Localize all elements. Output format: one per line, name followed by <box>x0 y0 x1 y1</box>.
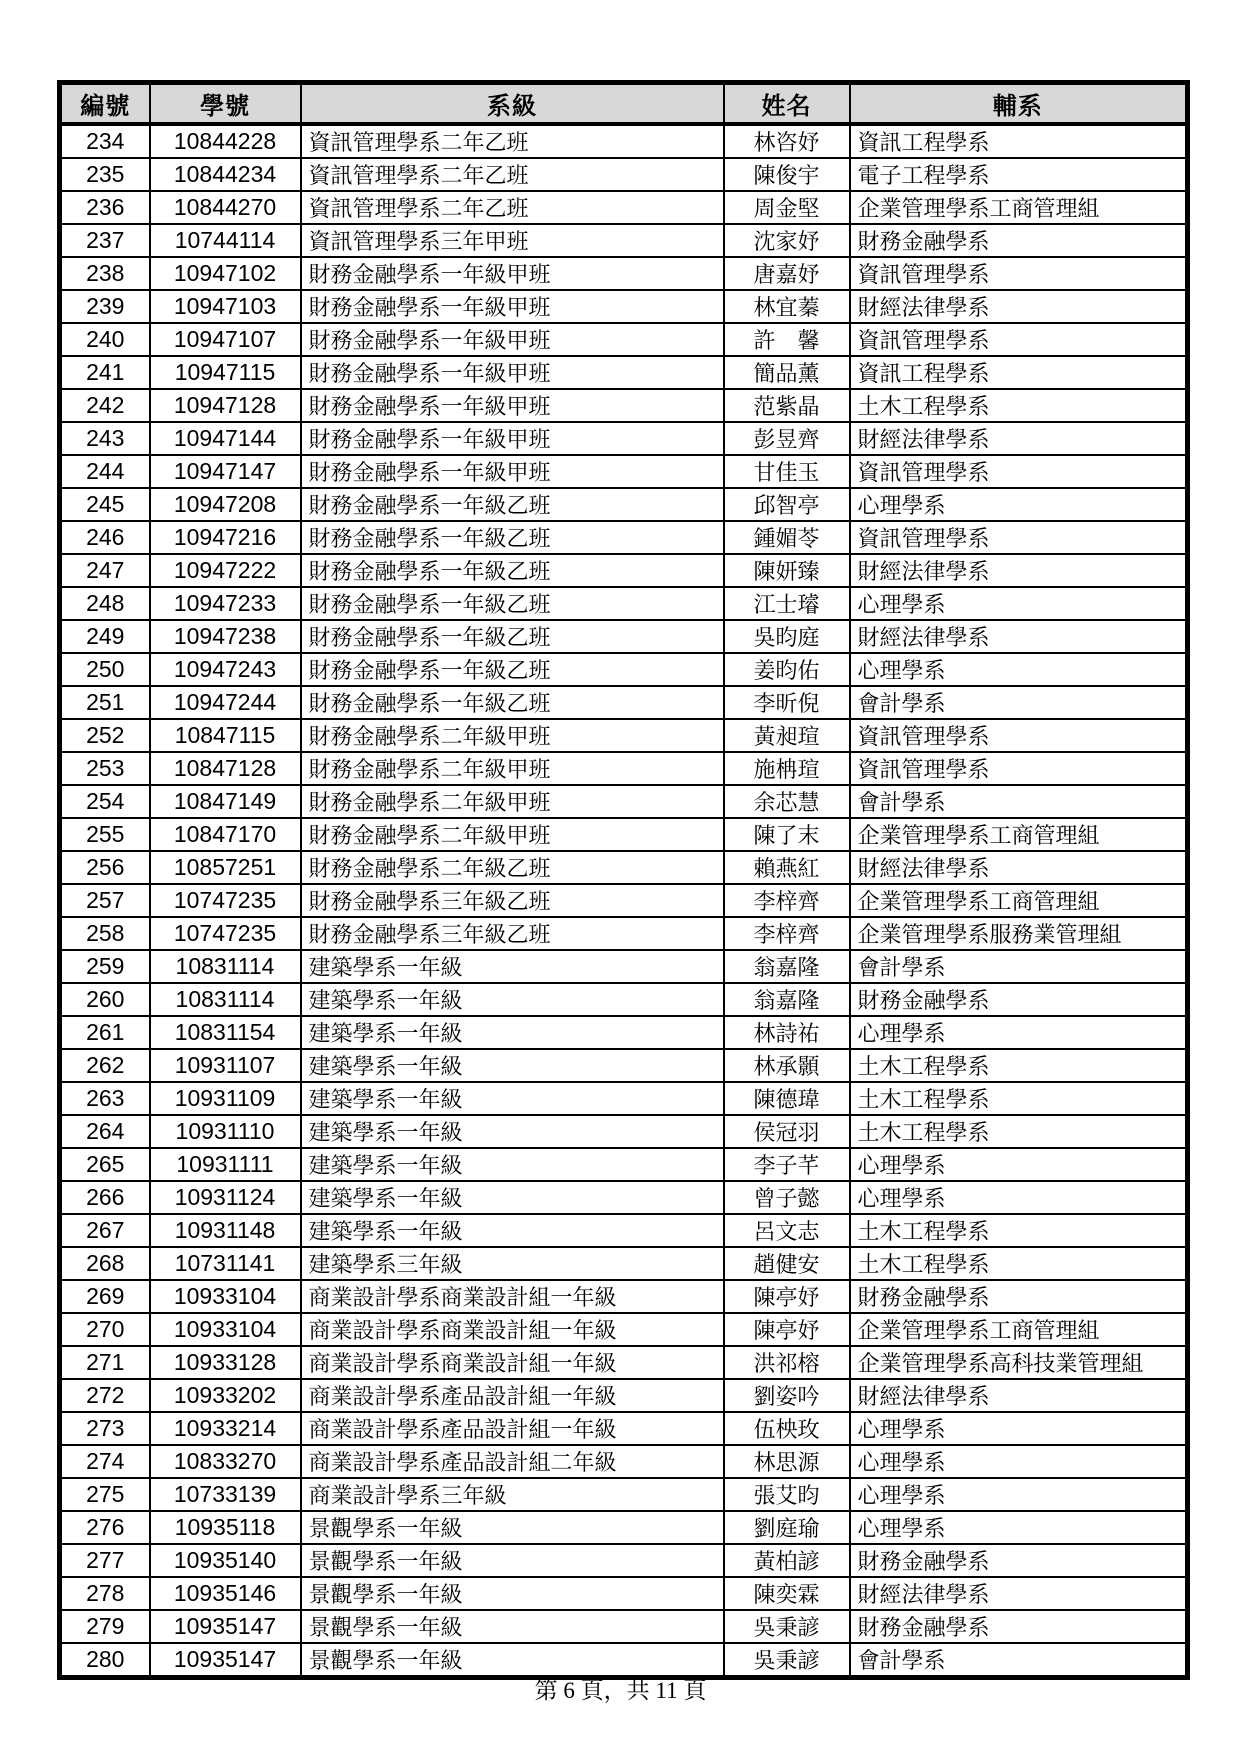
minor-cell: 土木工程學系 <box>850 1214 1188 1247</box>
row-number-cell: 234 <box>60 124 150 158</box>
department-class-cell: 財務金融學系一年級甲班 <box>301 422 724 455</box>
department-class-cell: 資訊管理學系二年乙班 <box>301 124 724 158</box>
name-cell: 江士璿 <box>724 587 850 620</box>
minor-cell: 企業管理學系高科技業管理組 <box>850 1346 1188 1379</box>
student-id-cell: 10947128 <box>150 389 301 422</box>
student-id-cell: 10733139 <box>150 1478 301 1511</box>
department-class-cell: 財務金融學系一年級甲班 <box>301 323 724 356</box>
department-class-cell: 資訊管理學系二年乙班 <box>301 191 724 224</box>
department-class-cell: 財務金融學系一年級乙班 <box>301 521 724 554</box>
table-row <box>60 554 1188 587</box>
row-number-cell: 261 <box>60 1016 150 1049</box>
student-id-cell: 10931109 <box>150 1082 301 1115</box>
name-cell: 吳秉諺 <box>724 1610 850 1643</box>
department-class-cell: 建築學系一年級 <box>301 1016 724 1049</box>
name-cell: 簡品薰 <box>724 356 850 389</box>
name-cell: 鍾媚苓 <box>724 521 850 554</box>
row-number-cell: 272 <box>60 1379 150 1412</box>
table-row <box>60 1247 1188 1280</box>
minor-cell: 土木工程學系 <box>850 1115 1188 1148</box>
minor-cell: 財經法律學系 <box>850 851 1188 884</box>
department-class-cell: 商業設計學系產品設計組二年級 <box>301 1445 724 1478</box>
student-id-cell: 10935147 <box>150 1610 301 1643</box>
student-id-cell: 10947233 <box>150 587 301 620</box>
row-number-cell: 237 <box>60 224 150 257</box>
minor-cell: 財經法律學系 <box>850 554 1188 587</box>
table-row <box>60 1379 1188 1412</box>
department-class-cell: 財務金融學系二年級甲班 <box>301 785 724 818</box>
row-number-cell: 242 <box>60 389 150 422</box>
department-class-cell: 財務金融學系三年級乙班 <box>301 917 724 950</box>
department-class-cell: 商業設計學系商業設計組一年級 <box>301 1346 724 1379</box>
table-row <box>60 158 1188 191</box>
student-id-cell: 10935146 <box>150 1577 301 1610</box>
row-number-cell: 250 <box>60 653 150 686</box>
department-class-cell: 建築學系一年級 <box>301 1082 724 1115</box>
column-header-minor: 輔系 <box>850 83 1188 125</box>
row-number-cell: 260 <box>60 983 150 1016</box>
row-number-cell: 239 <box>60 290 150 323</box>
department-class-cell: 建築學系一年級 <box>301 1214 724 1247</box>
student-id-cell: 10847149 <box>150 785 301 818</box>
name-cell: 陳德瑋 <box>724 1082 850 1115</box>
row-number-cell: 243 <box>60 422 150 455</box>
student-id-cell: 10847128 <box>150 752 301 785</box>
student-id-cell: 10744114 <box>150 224 301 257</box>
name-cell: 張艾昀 <box>724 1478 850 1511</box>
name-cell: 趙健安 <box>724 1247 850 1280</box>
minor-cell: 心理學系 <box>850 1445 1188 1478</box>
department-class-cell: 建築學系一年級 <box>301 1115 724 1148</box>
column-header-no: 編號 <box>60 83 150 125</box>
row-number-cell: 248 <box>60 587 150 620</box>
row-number-cell: 275 <box>60 1478 150 1511</box>
student-id-cell: 10933104 <box>150 1280 301 1313</box>
minor-cell: 企業管理學系服務業管理組 <box>850 917 1188 950</box>
name-cell: 施柟瑄 <box>724 752 850 785</box>
department-class-cell: 財務金融學系一年級甲班 <box>301 356 724 389</box>
minor-cell: 心理學系 <box>850 1016 1188 1049</box>
table-row <box>60 818 1188 851</box>
department-class-cell: 建築學系一年級 <box>301 1181 724 1214</box>
row-number-cell: 235 <box>60 158 150 191</box>
minor-cell: 企業管理學系工商管理組 <box>850 191 1188 224</box>
name-cell: 沈家妤 <box>724 224 850 257</box>
row-number-cell: 280 <box>60 1643 150 1678</box>
name-cell: 曾子懿 <box>724 1181 850 1214</box>
minor-cell: 企業管理學系工商管理組 <box>850 884 1188 917</box>
name-cell: 陳亭妤 <box>724 1280 850 1313</box>
table-row <box>60 323 1188 356</box>
table-row <box>60 389 1188 422</box>
student-id-cell: 10947222 <box>150 554 301 587</box>
minor-cell: 資訊管理學系 <box>850 257 1188 290</box>
student-id-cell: 10947144 <box>150 422 301 455</box>
minor-cell: 財經法律學系 <box>850 1577 1188 1610</box>
row-number-cell: 274 <box>60 1445 150 1478</box>
student-id-cell: 10947115 <box>150 356 301 389</box>
row-number-cell: 241 <box>60 356 150 389</box>
name-cell: 周金堅 <box>724 191 850 224</box>
table-row <box>60 1577 1188 1610</box>
table-row <box>60 1511 1188 1544</box>
minor-cell: 土木工程學系 <box>850 1049 1188 1082</box>
student-id-cell: 10947147 <box>150 455 301 488</box>
table-row <box>60 719 1188 752</box>
department-class-cell: 財務金融學系一年級乙班 <box>301 620 724 653</box>
department-class-cell: 財務金融學系二年級甲班 <box>301 818 724 851</box>
student-id-cell: 10947216 <box>150 521 301 554</box>
name-cell: 侯冠羽 <box>724 1115 850 1148</box>
table-row <box>60 356 1188 389</box>
table-row <box>60 620 1188 653</box>
table-row <box>60 455 1188 488</box>
student-id-cell: 10844228 <box>150 124 301 158</box>
student-id-cell: 10947107 <box>150 323 301 356</box>
table-row <box>60 851 1188 884</box>
minor-cell: 會計學系 <box>850 950 1188 983</box>
row-number-cell: 247 <box>60 554 150 587</box>
department-class-cell: 商業設計學系產品設計組一年級 <box>301 1412 724 1445</box>
minor-cell: 企業管理學系工商管理組 <box>850 818 1188 851</box>
row-number-cell: 263 <box>60 1082 150 1115</box>
department-class-cell: 財務金融學系一年級乙班 <box>301 686 724 719</box>
name-cell: 唐嘉妤 <box>724 257 850 290</box>
table-row <box>60 686 1188 719</box>
name-cell: 李子芊 <box>724 1148 850 1181</box>
table-row <box>60 1610 1188 1643</box>
row-number-cell: 277 <box>60 1544 150 1577</box>
row-number-cell: 258 <box>60 917 150 950</box>
name-cell: 陳妍臻 <box>724 554 850 587</box>
table-row <box>60 1181 1188 1214</box>
department-class-cell: 商業設計學系產品設計組一年級 <box>301 1379 724 1412</box>
minor-cell: 心理學系 <box>850 587 1188 620</box>
student-id-cell: 10935140 <box>150 1544 301 1577</box>
row-number-cell: 264 <box>60 1115 150 1148</box>
student-id-cell: 10933104 <box>150 1313 301 1346</box>
minor-cell: 土木工程學系 <box>850 389 1188 422</box>
name-cell: 林詩祐 <box>724 1016 850 1049</box>
student-id-cell: 10933128 <box>150 1346 301 1379</box>
table-row <box>60 1082 1188 1115</box>
name-cell: 陳俊宇 <box>724 158 850 191</box>
minor-cell: 資訊管理學系 <box>850 455 1188 488</box>
name-cell: 洪祁榕 <box>724 1346 850 1379</box>
student-id-cell: 10947244 <box>150 686 301 719</box>
row-number-cell: 279 <box>60 1610 150 1643</box>
minor-cell: 企業管理學系工商管理組 <box>850 1313 1188 1346</box>
table-row <box>60 1544 1188 1577</box>
student-id-cell: 10831114 <box>150 950 301 983</box>
department-class-cell: 財務金融學系一年級甲班 <box>301 290 724 323</box>
table-row <box>60 983 1188 1016</box>
department-class-cell: 財務金融學系一年級甲班 <box>301 455 724 488</box>
student-id-cell: 10947103 <box>150 290 301 323</box>
row-number-cell: 265 <box>60 1148 150 1181</box>
minor-cell: 財務金融學系 <box>850 983 1188 1016</box>
minor-cell: 財務金融學系 <box>850 1544 1188 1577</box>
student-id-cell: 10831114 <box>150 983 301 1016</box>
minor-cell: 會計學系 <box>850 1643 1188 1678</box>
table-row <box>60 1445 1188 1478</box>
department-class-cell: 建築學系一年級 <box>301 950 724 983</box>
name-cell: 翁嘉隆 <box>724 950 850 983</box>
department-class-cell: 建築學系一年級 <box>301 1049 724 1082</box>
minor-cell: 心理學系 <box>850 1181 1188 1214</box>
student-id-cell: 10931148 <box>150 1214 301 1247</box>
student-id-cell: 10831154 <box>150 1016 301 1049</box>
department-class-cell: 商業設計學系商業設計組一年級 <box>301 1313 724 1346</box>
row-number-cell: 254 <box>60 785 150 818</box>
department-class-cell: 財務金融學系一年級甲班 <box>301 257 724 290</box>
table-row <box>60 587 1188 620</box>
row-number-cell: 262 <box>60 1049 150 1082</box>
column-header-id: 學號 <box>150 83 301 125</box>
department-class-cell: 資訊管理學系二年乙班 <box>301 158 724 191</box>
table-row <box>60 422 1188 455</box>
table-row <box>60 191 1188 224</box>
minor-cell: 心理學系 <box>850 1412 1188 1445</box>
minor-cell: 財務金融學系 <box>850 1280 1188 1313</box>
table-row <box>60 884 1188 917</box>
name-cell: 李梓齊 <box>724 917 850 950</box>
name-cell: 許 馨 <box>724 323 850 356</box>
table-row <box>60 257 1188 290</box>
student-id-cell: 10857251 <box>150 851 301 884</box>
student-id-cell: 10931110 <box>150 1115 301 1148</box>
name-cell: 吳秉諺 <box>724 1643 850 1678</box>
table-row <box>60 1115 1188 1148</box>
student-id-cell: 10933214 <box>150 1412 301 1445</box>
name-cell: 黃昶瑄 <box>724 719 850 752</box>
table-row <box>60 1346 1188 1379</box>
page-number-footer: 第 6 頁，共 11 頁 <box>534 1678 707 1703</box>
student-id-cell: 10747235 <box>150 884 301 917</box>
minor-cell: 資訊工程學系 <box>850 124 1188 158</box>
name-cell: 林咨妤 <box>724 124 850 158</box>
department-class-cell: 商業設計學系商業設計組一年級 <box>301 1280 724 1313</box>
student-id-cell: 10947102 <box>150 257 301 290</box>
table-row <box>60 521 1188 554</box>
department-class-cell: 財務金融學系二年級乙班 <box>301 851 724 884</box>
name-cell: 翁嘉隆 <box>724 983 850 1016</box>
row-number-cell: 256 <box>60 851 150 884</box>
minor-cell: 資訊工程學系 <box>850 356 1188 389</box>
student-id-cell: 10731141 <box>150 1247 301 1280</box>
student-id-cell: 10847115 <box>150 719 301 752</box>
minor-cell: 財經法律學系 <box>850 422 1188 455</box>
minor-cell: 財經法律學系 <box>850 1379 1188 1412</box>
minor-cell: 財經法律學系 <box>850 620 1188 653</box>
row-number-cell: 246 <box>60 521 150 554</box>
minor-cell: 電子工程學系 <box>850 158 1188 191</box>
name-cell: 伍柍玫 <box>724 1412 850 1445</box>
department-class-cell: 財務金融學系二年級甲班 <box>301 719 724 752</box>
table-row <box>60 917 1188 950</box>
table-row <box>60 1049 1188 1082</box>
name-cell: 吳昀庭 <box>724 620 850 653</box>
table-row <box>60 752 1188 785</box>
minor-cell: 財務金融學系 <box>850 1610 1188 1643</box>
minor-cell: 資訊管理學系 <box>850 521 1188 554</box>
row-number-cell: 278 <box>60 1577 150 1610</box>
student-id-cell: 10844270 <box>150 191 301 224</box>
department-class-cell: 財務金融學系一年級乙班 <box>301 488 724 521</box>
department-class-cell: 景觀學系一年級 <box>301 1577 724 1610</box>
table-row <box>60 488 1188 521</box>
row-number-cell: 268 <box>60 1247 150 1280</box>
name-cell: 賴燕紅 <box>724 851 850 884</box>
name-cell: 黃柏諺 <box>724 1544 850 1577</box>
student-id-cell: 10833270 <box>150 1445 301 1478</box>
department-class-cell: 資訊管理學系三年甲班 <box>301 224 724 257</box>
department-class-cell: 景觀學系一年級 <box>301 1643 724 1678</box>
department-class-cell: 景觀學系一年級 <box>301 1544 724 1577</box>
table-row <box>60 224 1188 257</box>
table-row <box>60 1313 1188 1346</box>
row-number-cell: 238 <box>60 257 150 290</box>
student-id-cell: 10931124 <box>150 1181 301 1214</box>
student-id-cell: 10947238 <box>150 620 301 653</box>
name-cell: 范紫晶 <box>724 389 850 422</box>
table-row <box>60 124 1188 158</box>
student-id-cell: 10935118 <box>150 1511 301 1544</box>
row-number-cell: 273 <box>60 1412 150 1445</box>
student-id-cell: 10847170 <box>150 818 301 851</box>
header-row <box>60 83 1188 125</box>
department-class-cell: 商業設計學系三年級 <box>301 1478 724 1511</box>
minor-cell: 財經法律學系 <box>850 290 1188 323</box>
name-cell: 劉姿吟 <box>724 1379 850 1412</box>
name-cell: 李梓齊 <box>724 884 850 917</box>
department-class-cell: 景觀學系一年級 <box>301 1511 724 1544</box>
minor-cell: 心理學系 <box>850 653 1188 686</box>
table-row <box>60 290 1188 323</box>
department-class-cell: 建築學系三年級 <box>301 1247 724 1280</box>
minor-cell: 會計學系 <box>850 785 1188 818</box>
student-id-cell: 10747235 <box>150 917 301 950</box>
name-cell: 甘佳玉 <box>724 455 850 488</box>
name-cell: 姜昀佑 <box>724 653 850 686</box>
minor-cell: 土木工程學系 <box>850 1082 1188 1115</box>
department-class-cell: 建築學系一年級 <box>301 983 724 1016</box>
student-id-cell: 10933202 <box>150 1379 301 1412</box>
name-cell: 余芯慧 <box>724 785 850 818</box>
table-row <box>60 950 1188 983</box>
student-id-cell: 10947208 <box>150 488 301 521</box>
column-header-name: 姓名 <box>724 83 850 125</box>
table-row <box>60 1478 1188 1511</box>
row-number-cell: 251 <box>60 686 150 719</box>
row-number-cell: 259 <box>60 950 150 983</box>
table-row <box>60 1214 1188 1247</box>
minor-cell: 土木工程學系 <box>850 1247 1188 1280</box>
minor-cell: 會計學系 <box>850 686 1188 719</box>
row-number-cell: 240 <box>60 323 150 356</box>
department-class-cell: 建築學系一年級 <box>301 1148 724 1181</box>
name-cell: 林思源 <box>724 1445 850 1478</box>
name-cell: 劉庭瑜 <box>724 1511 850 1544</box>
name-cell: 陳亭妤 <box>724 1313 850 1346</box>
department-class-cell: 財務金融學系一年級乙班 <box>301 554 724 587</box>
minor-cell: 心理學系 <box>850 488 1188 521</box>
student-id-cell: 10844234 <box>150 158 301 191</box>
row-number-cell: 271 <box>60 1346 150 1379</box>
minor-cell: 心理學系 <box>850 1478 1188 1511</box>
department-class-cell: 財務金融學系一年級乙班 <box>301 587 724 620</box>
minor-cell: 資訊管理學系 <box>850 323 1188 356</box>
row-number-cell: 267 <box>60 1214 150 1247</box>
table-header <box>60 83 1188 125</box>
minor-cell: 心理學系 <box>850 1148 1188 1181</box>
row-number-cell: 252 <box>60 719 150 752</box>
name-cell: 彭昱齊 <box>724 422 850 455</box>
table-row <box>60 785 1188 818</box>
minor-cell: 財務金融學系 <box>850 224 1188 257</box>
row-number-cell: 276 <box>60 1511 150 1544</box>
student-minor-roster-table <box>57 80 1190 1680</box>
column-header-dept: 系級 <box>301 83 724 125</box>
student-id-cell: 10931107 <box>150 1049 301 1082</box>
row-number-cell: 269 <box>60 1280 150 1313</box>
department-class-cell: 財務金融學系一年級乙班 <box>301 653 724 686</box>
name-cell: 李昕倪 <box>724 686 850 719</box>
name-cell: 林宜蓁 <box>724 290 850 323</box>
minor-cell: 資訊管理學系 <box>850 719 1188 752</box>
name-cell: 陳奕霖 <box>724 1577 850 1610</box>
row-number-cell: 255 <box>60 818 150 851</box>
table-row <box>60 1280 1188 1313</box>
row-number-cell: 245 <box>60 488 150 521</box>
name-cell: 邱智亭 <box>724 488 850 521</box>
table-body <box>60 124 1188 1678</box>
row-number-cell: 249 <box>60 620 150 653</box>
department-class-cell: 財務金融學系二年級甲班 <box>301 752 724 785</box>
name-cell: 林承顥 <box>724 1049 850 1082</box>
row-number-cell: 270 <box>60 1313 150 1346</box>
table-row <box>60 1412 1188 1445</box>
student-id-cell: 10935147 <box>150 1643 301 1678</box>
student-id-cell: 10947243 <box>150 653 301 686</box>
minor-cell: 資訊管理學系 <box>850 752 1188 785</box>
row-number-cell: 253 <box>60 752 150 785</box>
minor-cell: 心理學系 <box>850 1511 1188 1544</box>
row-number-cell: 266 <box>60 1181 150 1214</box>
student-id-cell: 10931111 <box>150 1148 301 1181</box>
table-row <box>60 1148 1188 1181</box>
row-number-cell: 257 <box>60 884 150 917</box>
name-cell: 陳了末 <box>724 818 850 851</box>
name-cell: 呂文志 <box>724 1214 850 1247</box>
row-number-cell: 244 <box>60 455 150 488</box>
table-row <box>60 653 1188 686</box>
department-class-cell: 財務金融學系三年級乙班 <box>301 884 724 917</box>
table-row <box>60 1016 1188 1049</box>
row-number-cell: 236 <box>60 191 150 224</box>
department-class-cell: 財務金融學系一年級甲班 <box>301 389 724 422</box>
department-class-cell: 景觀學系一年級 <box>301 1610 724 1643</box>
